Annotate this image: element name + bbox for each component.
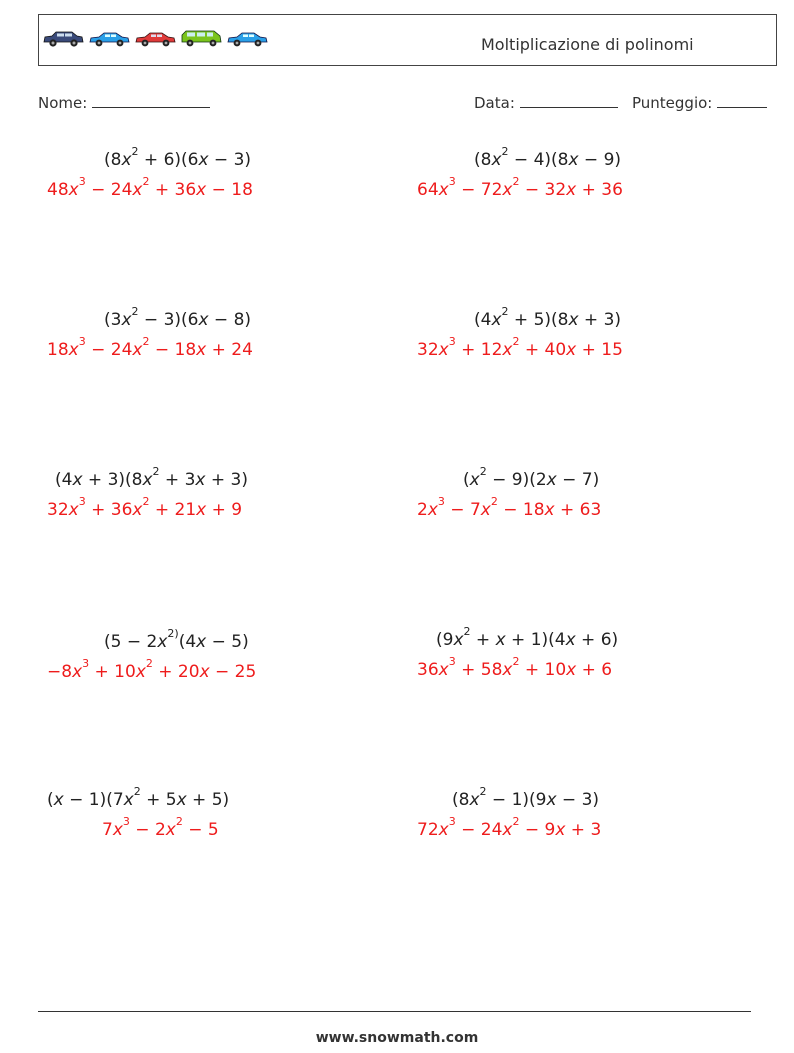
car-light-blue-icon [88,29,130,49]
score-field [632,93,767,112]
problem-question: $(x - 1)(7x^2 + 5x + 5)$ [47,785,230,810]
car-icons-row [42,29,268,49]
problem-answer: $48x^3 - 24x^2 + 36x - 18$ [47,175,253,200]
problem-answer: $32x^3 + 12x^2 + 40x + 15$ [417,335,623,360]
date-blank-line [520,93,618,108]
problem-answer: $32x^3 + 36x^2 + 21x + 9$ [47,495,243,520]
score-label: Punteggio: [632,94,713,112]
car-green-icon [180,29,222,49]
problem-answer: $64x^3 - 72x^2 - 32x + 36$ [417,175,623,200]
problem-question: $(8x^2 + 6)(6x - 3)$ [104,145,252,170]
problem-question: $(4x + 3)(8x^2 + 3x + 3)$ [55,465,248,490]
problem-question: $(4x^2 + 5)(8x + 3)$ [474,305,622,330]
problem-answer: $7x^3 - 2x^2 - 5$ [102,815,219,840]
footer-website-link[interactable]: www.snowmath.com [315,1030,479,1046]
car-dark-blue-icon [42,29,84,49]
problem-answer: $36x^3 + 58x^2 + 10x + 6$ [417,655,613,680]
problem-answer: $72x^3 - 24x^2 - 9x + 3$ [417,815,602,840]
worksheet-title: Moltiplicazione di polinomi [481,35,694,54]
car-light-blue-icon [226,29,268,49]
problem-question: $(8x^2 - 1)(9x - 3)$ [452,785,600,810]
problem-question: $(x^2 - 9)(2x - 7)$ [463,465,600,490]
problem-question: $(8x^2 - 4)(8x - 9)$ [474,145,622,170]
name-field [38,93,210,112]
footer-divider [38,1011,751,1012]
problem-question: $(9x^2 + x + 1)(4x + 6)$ [436,625,619,650]
date-label: Data: [474,94,515,112]
problem-question: ($5 - 2x^{2)}(4x - 5)$ [104,627,249,652]
date-field [474,93,618,112]
problem-answer: $2x^3 - 7x^2 - 18x + 63$ [417,495,602,520]
problem-answer: $-8x^3 + 10x^2 + 20x - 25$ [47,657,257,682]
problem-question: $(3x^2 - 3)(6x - 8)$ [104,305,252,330]
worksheet-header [38,14,777,66]
score-blank-line [717,93,767,108]
car-red-icon [134,29,176,49]
problem-answer: $18x^3 - 24x^2 - 18x + 24$ [47,335,253,360]
name-blank-line [92,93,210,108]
name-label: Nome: [38,94,88,112]
